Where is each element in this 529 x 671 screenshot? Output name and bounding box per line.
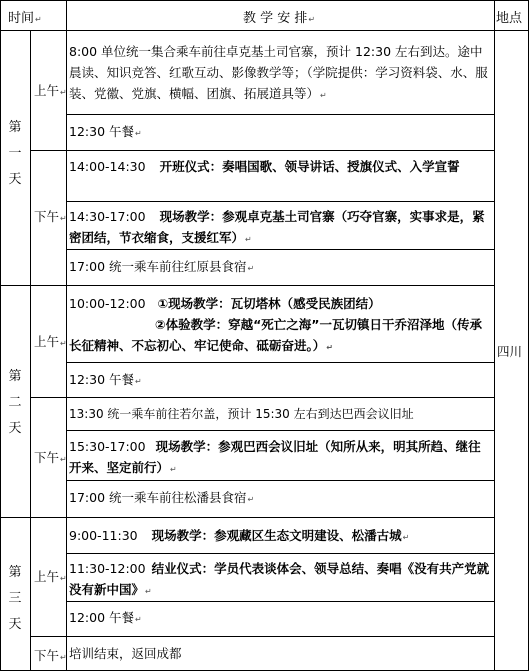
header-place [496,7,522,26]
schedule-row-5: 17:00 统一乘车前往红原县食宿↵ [69,259,255,274]
header-time-label: 时间 [8,11,35,26]
schedule-row-9: 15:30-17:00 现场教学：参观巴西会议旧址（知所从来，明其所趋、继往开来、坚定前行）↵ [69,439,481,475]
day-1-am-label: 上午↵ [34,83,67,98]
row-divider [66,362,494,363]
row-divider [30,636,494,637]
row-divider [66,430,494,431]
header-schedule: 教 学 安 排↵ [243,11,316,26]
place-value: 四川 [497,344,523,359]
schedule-row-6a: 10:00-12:00 ①现场教学：瓦切塔林（感受民族团结） [69,296,381,311]
header-schedule-label: 教 学 安 排 [243,11,308,26]
header-place-label: 地点 [496,11,523,26]
schedule-row-4: 14:30-17:00 现场教学：参观卓克基土司官寨（巧夺官寨，实事求是，紧密团结，节衣缩食，支援红军）↵ [69,209,485,245]
schedule-row-8: 13:30 统一乘车前往若尔盖，预计 15:30 左右到达巴西会议旧址 [69,407,414,421]
schedule-row-14: 培训结束，返回成都 [69,646,182,661]
col-divider-place [494,0,495,671]
day-2-am-label: 上午↵ [34,334,67,349]
row-divider [66,114,494,115]
day-2-label: 第 二 天 [8,369,22,436]
row-divider [30,150,494,151]
schedule-row-11: 9:00-11:30 现场教学：参观藏区生态文明建设、松潘古城↵ [69,528,410,543]
schedule-row-6b: ②体验教学：穿越“死亡之海”一瓦切镇日干乔沼泽地（传承长征精神、不忘初心、牢记使命、砥砺奋进。）↵ [69,317,483,353]
schedule-row-7: 12:30 午餐↵ [69,372,142,387]
table-border-top [0,0,529,1]
day-2-pm-label: 下午↵ [34,450,67,465]
row-divider [66,553,494,554]
header-divider [0,30,529,31]
day-1-pm-label: 下午↵ [34,209,67,224]
day-1-label: 第 一 天 [8,120,22,187]
schedule-row-3: 14:00-14:30 开班仪式：奏唱国歌、领导讲话、授旗仪式、入学宣誓 [69,159,460,174]
day-3-label: 第 三 天 [8,565,22,632]
schedule-row-2: 12:30 午餐↵ [69,124,142,139]
day-3-am-label: 上午↵ [34,569,67,584]
day-divider [0,285,494,286]
day-3-pm-label: 下午↵ [34,648,67,663]
schedule-row-1: 8:00 单位统一集合乘车前往卓克基土司官寨，预计 12:30 左右到达。途中晨读、知识竞答、红歌互动、影像教学等；（学院提供：学习资料袋、水、服装、党徽、党旗、横幅、团旗、拓展道具等）↵ [69,44,488,101]
schedule-row-10: 17:00 统一乘车前往松潘县食宿↵ [69,490,255,505]
table-border-left [0,0,1,671]
schedule-row-13: 12:00 午餐↵ [69,610,142,625]
col-divider-day [30,30,31,671]
schedule-row-12: 11:30-12:00 结业仪式：学员代表谈体会、领导总结、奏唱《没有共产党就没有新中国》↵ [69,561,490,597]
header-time: 时间↵ [8,11,42,26]
row-divider [66,480,494,481]
row-divider [30,397,494,398]
day-divider [0,517,494,518]
row-divider [66,201,494,202]
